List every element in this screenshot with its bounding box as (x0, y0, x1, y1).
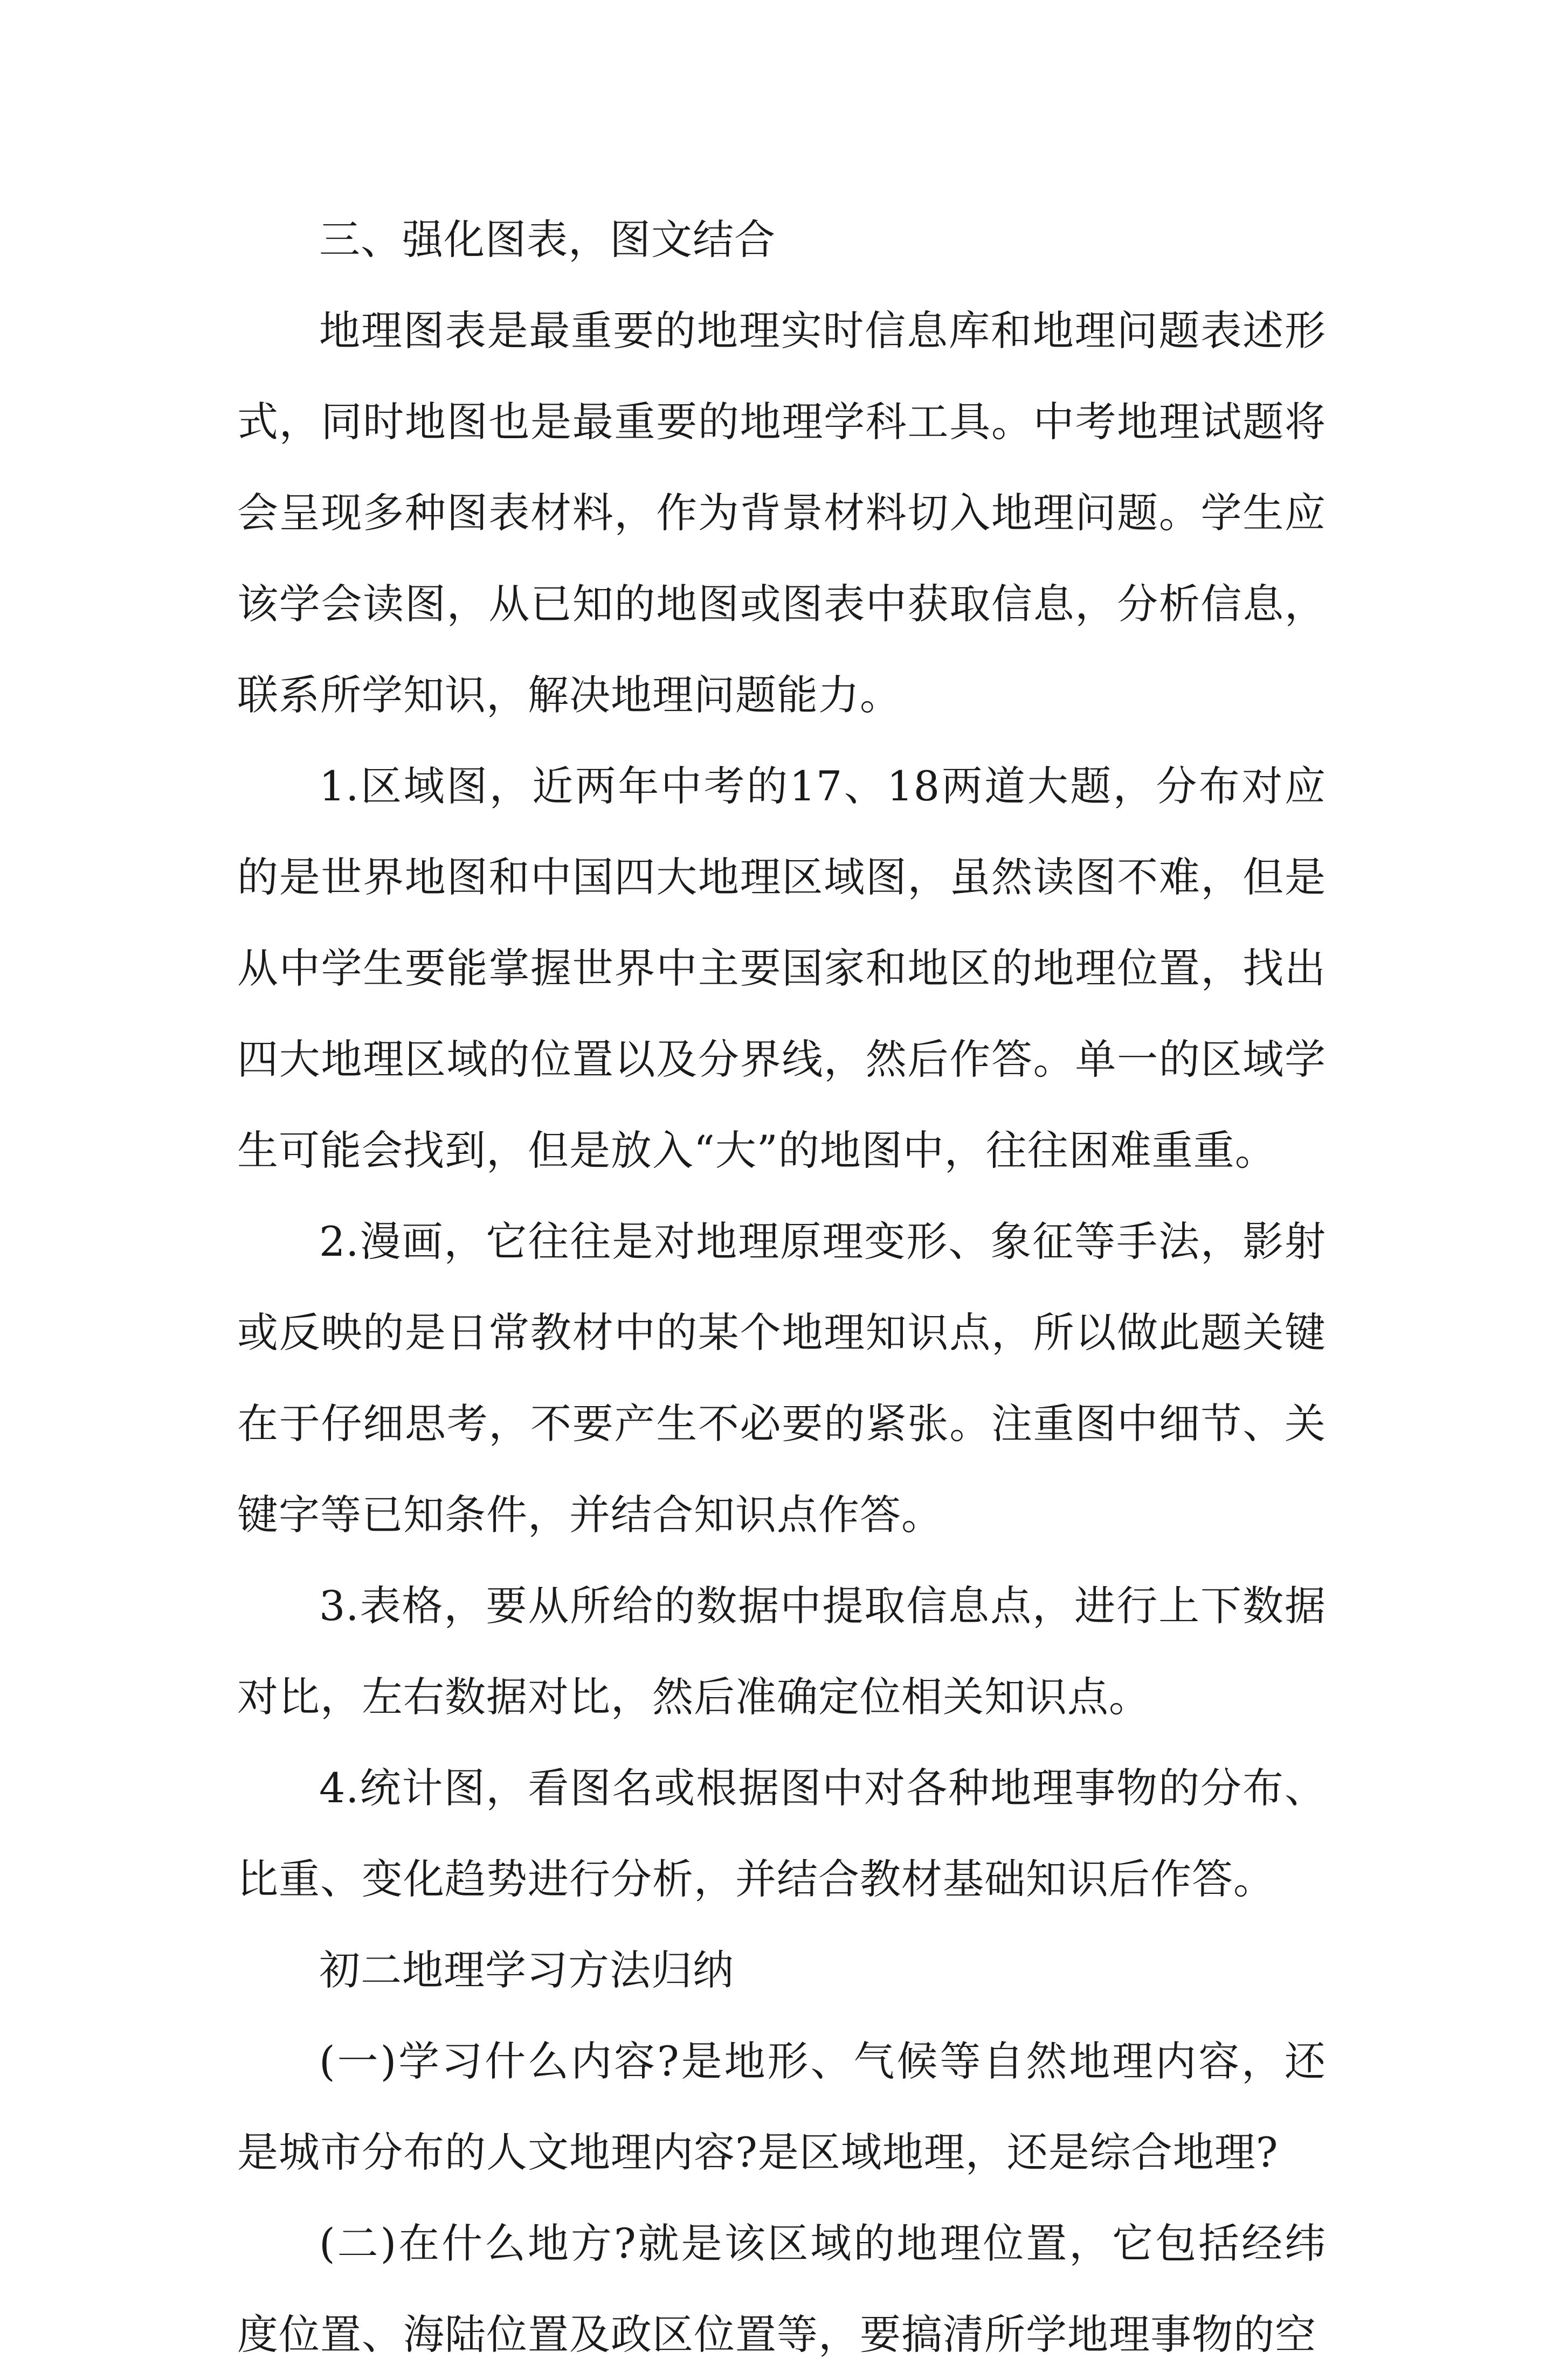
paragraph-region-map: 1.区域图，近两年中考的17、18两道大题，分布对应的是世界地图和中国四大地理区域图，虽然读图不难，但是从中学生要能掌握世界中主要国家和地区的地理位置，找出四大地理区域的位置以及分界线，然后作答。单一的区域学生可能会找到，但是放入“大”的地图中，往往困难重重。 (237, 762, 1326, 1174)
document-body (237, 194, 1326, 2380)
paragraph-what-content: (一)学习什么内容?是地形、气候等自然地理内容，还是城市分布的人文地理内容?是区域地理，还是综合地理? (237, 2037, 1326, 2176)
paragraph-cartoon: 2.漫画，它往往是对地理原理变形、象征等手法，影射或反映的是日常教材中的某个地理知识点，所以做此题关键在于仔细思考，不要产生不必要的紧张。注重图中细节、关键字等已知条件，并结合知识点作答。 (237, 1217, 1326, 1539)
paragraph-intro: 地理图表是最重要的地理实时信息库和地理问题表述形式，同时地图也是最重要的地理学科工具。中考地理试题将会呈现多种图表材料，作为背景材料切入地理问题。学生应该学会读图，从已知的地图或图表中获取信息，分析信息，联系所学知识，解决地理问题能力。 (237, 307, 1326, 719)
paragraph-table: 3.表格，要从所给的数据中提取信息点，进行上下数据对比，左右数据对比，然后准确定位相关知识点。 (237, 1582, 1326, 1721)
subsection-heading: 初二地理学习方法归纳 (319, 1946, 734, 1994)
paragraph-statistics-chart: 4.统计图，看图名或根据图中对各种地理事物的分布、比重、变化趋势进行分析，并结合教材基础知识后作答。 (237, 1764, 1326, 1903)
paragraph-where-location: (二)在什么地方?就是该区域的地理位置，它包括经纬度位置、海陆位置及政区位置等，要搞清所学地理事物的空 (237, 2219, 1326, 2358)
section-heading: 三、强化图表，图文结合 (319, 216, 776, 264)
